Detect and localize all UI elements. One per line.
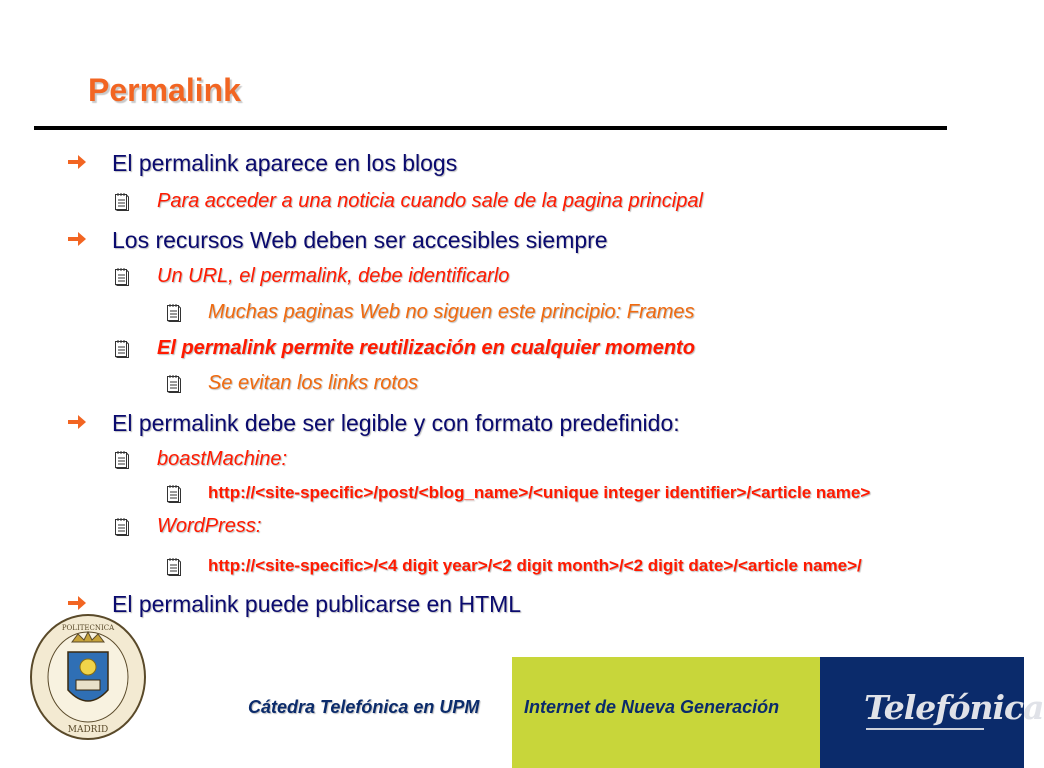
- telefonica-logo: Telefónica: [864, 688, 1044, 727]
- bullet-text: Muchas paginas Web no siguen este principio: Frames: [208, 301, 695, 323]
- notepad-icon: [166, 303, 179, 319]
- notepad-icon: [114, 517, 127, 533]
- notepad-icon: [166, 484, 179, 500]
- arrow-right-icon: [66, 411, 88, 439]
- bullet-text: http://<site-specific>/post/<blog_name>/<unique integer identifier>/<article name>: [208, 483, 871, 502]
- footer-course-label: Internet de Nueva Generación: [524, 697, 780, 717]
- title-divider: [34, 126, 947, 130]
- bullet-text: Los recursos Web deben ser accesibles siempre: [112, 227, 608, 253]
- bullet-text: Un URL, el permalink, debe identificarlo: [157, 265, 510, 287]
- bullet-text: WordPress:: [157, 515, 262, 537]
- notepad-icon: [166, 374, 179, 390]
- svg-text:POLITECNICA: POLITECNICA: [61, 624, 115, 632]
- bullet-text: El permalink debe ser legible y con formato predefinido:: [112, 410, 680, 436]
- footer-catedra-label: Cátedra Telefónica en UPM: [248, 697, 480, 717]
- bullet-text: El permalink puede publicarse en HTML: [112, 591, 522, 617]
- notepad-icon: [166, 557, 179, 573]
- logo-underline: [866, 728, 984, 730]
- arrow-right-icon: [66, 151, 88, 179]
- notepad-icon: [114, 267, 127, 283]
- bullet-text: boastMachine:: [157, 448, 288, 470]
- notepad-icon: [114, 192, 127, 208]
- slide-title: Permalink: [88, 72, 241, 108]
- arrow-right-icon: [66, 228, 88, 256]
- bullet-text: Se evitan los links rotos: [208, 372, 419, 394]
- notepad-icon: [114, 339, 127, 355]
- bullet-text: Para acceder a una noticia cuando sale de la pagina principal: [157, 190, 703, 212]
- notepad-icon: [114, 450, 127, 466]
- bullet-text: http://<site-specific>/<4 digit year>/<2 digit month>/<2 digit date>/<article name>/: [208, 556, 862, 575]
- svg-text:MADRID: MADRID: [67, 725, 109, 735]
- bullet-text: El permalink permite reutilización en cualquier momento: [157, 337, 695, 359]
- bullet-text: El permalink aparece en los blogs: [112, 150, 458, 176]
- upm-seal-logo: [28, 612, 148, 742]
